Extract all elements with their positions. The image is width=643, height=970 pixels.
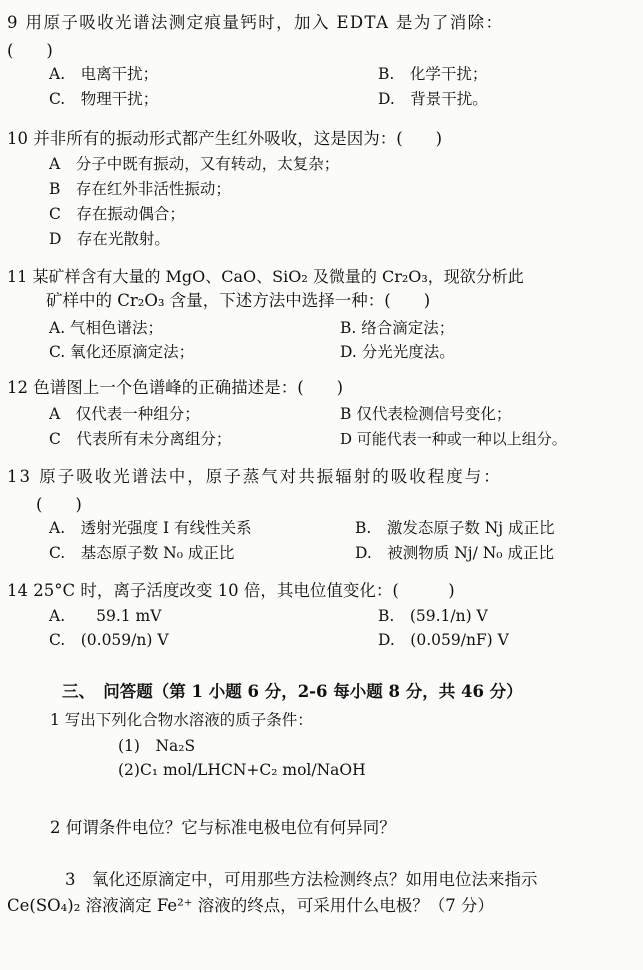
q11-stem-line2: 矿样中的 Cr₂O₃ 含量，下述方法中选择一种：( ) bbox=[46, 291, 431, 310]
q13-option-a: A. 透射光强度 I 有线性关系 bbox=[49, 519, 252, 537]
q14-option-d: D. (0.059/nF) V bbox=[378, 631, 509, 649]
q10-option-a: A 分子中既有振动，又有转动，太复杂； bbox=[49, 155, 340, 173]
section3-q3-line2: Ce(SO₄)₂ 溶液滴定 Fe²⁺ 溶液的终点，可采用什么电极？（7 分） bbox=[7, 896, 494, 915]
q9-option-a: A. 电离干扰； bbox=[49, 65, 159, 83]
q10-option-d: D 存在光散射。 bbox=[49, 230, 170, 248]
q14-option-b: B. (59.1/n) V bbox=[378, 607, 488, 625]
q9-option-d: D. 背景干扰。 bbox=[378, 90, 488, 108]
section3-q1-item2: (2)C₁ mol/LHCN+C₂ mol/NaOH bbox=[118, 761, 366, 779]
q12-option-a: A 仅代表一种组分； bbox=[49, 405, 200, 423]
q9-paren: ( ) bbox=[7, 41, 53, 60]
section3-q1: 1 写出下列化合物水溶液的质子条件： bbox=[50, 711, 313, 729]
section3-q3-line1: 3 氧化还原滴定中，可用那些方法检测终点？如用电位法来指示 bbox=[65, 870, 538, 889]
q9-stem: 9 用原子吸收光谱法测定痕量钙时，加入 EDTA 是为了消除： bbox=[7, 13, 504, 32]
q11-option-a: A. 气相色谱法； bbox=[49, 319, 164, 337]
section3-heading: 三、 问答题（第 1 小题 6 分，2-6 每小题 8 分，共 46 分） bbox=[62, 682, 523, 701]
q9-option-c: C. 物理干扰； bbox=[49, 90, 159, 108]
q11-option-b: B. 络合滴定法； bbox=[340, 319, 455, 337]
q14-option-a: A. 59.1 mV bbox=[49, 607, 162, 625]
q12-stem: 12 色谱图上一个色谱峰的正确描述是：( ) bbox=[7, 378, 344, 397]
q14-stem: 14 25°C 时，离子活度改变 10 倍，其电位值变化：( ) bbox=[7, 581, 455, 600]
q10-stem: 10 并非所有的振动形式都产生红外吸收，这是因为：( ) bbox=[7, 129, 443, 148]
q9-option-b: B. 化学干扰； bbox=[378, 65, 488, 83]
q11-stem-line1: 11 某矿样含有大量的 MgO、CaO、SiO₂ 及微量的 Cr₂O₃，现欲分析此 bbox=[7, 267, 524, 286]
q13-paren: ( ) bbox=[36, 495, 82, 514]
q10-option-c: C 存在振动偶合； bbox=[49, 205, 185, 223]
q13-option-b: B. 激发态原子数 Nj 成正比 bbox=[355, 519, 555, 537]
section3-q2: 2 何谓条件电位？它与标准电极电位有何异同？ bbox=[50, 818, 396, 837]
q14-option-c: C. (0.059/n) V bbox=[49, 631, 169, 649]
q11-option-d: D. 分光光度法。 bbox=[340, 343, 455, 361]
q12-option-c: C 代表所有未分离组分； bbox=[49, 430, 232, 448]
section3-q1-item1: (1) Na₂S bbox=[118, 737, 196, 755]
q11-option-c: C. 氧化还原滴定法； bbox=[49, 343, 195, 361]
q10-option-b: B 存在红外非活性振动； bbox=[49, 180, 231, 198]
q13-stem: 13 原子吸收光谱法中，原子蒸气对共振辐射的吸收程度与： bbox=[7, 467, 502, 486]
q13-option-d: D. 被测物质 Nj/ N₀ 成正比 bbox=[355, 544, 554, 562]
q12-option-b: B 仅代表检测信号变化； bbox=[340, 405, 512, 423]
q13-option-c: C. 基态原子数 N₀ 成正比 bbox=[49, 544, 235, 562]
q12-option-d: D 可能代表一种或一种以上组分。 bbox=[340, 430, 567, 448]
